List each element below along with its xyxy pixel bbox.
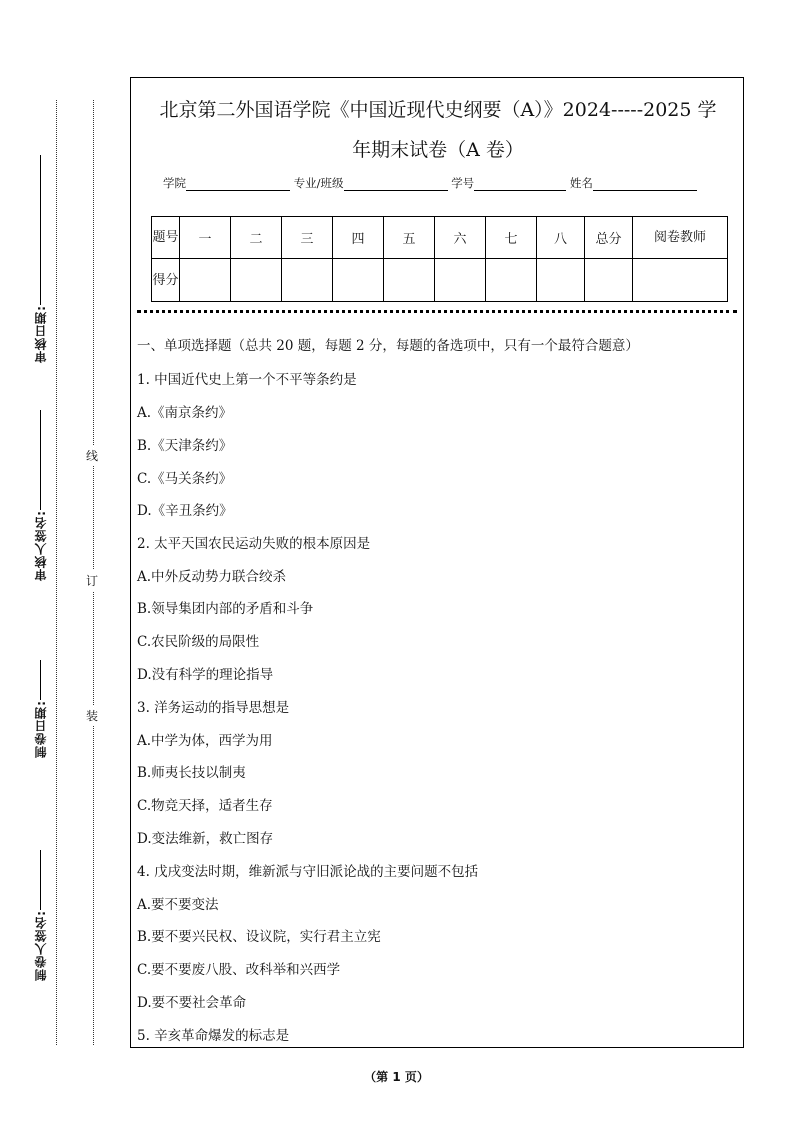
score-header-cell: 题号 [152,217,180,259]
answer-option: B.要不要兴民权、设议院，实行君主立宪 [137,929,381,945]
college-blank[interactable] [186,178,290,191]
question-stem: 4. 戊戌变法时期，维新派与守旧派论战的主要问题不包括 [137,864,479,880]
score-cell[interactable] [537,259,585,302]
answer-option: D.变法维新，救亡图存 [137,831,274,847]
score-cell[interactable] [231,259,282,302]
answer-option: A.要不要变法 [137,897,219,913]
exam-frame [130,77,744,1048]
answer-option: A.中学为体，西学为用 [137,733,273,749]
score-cell[interactable] [282,259,333,302]
binding-mark-staple: 订 [86,570,98,591]
answer-option: C.农民阶级的局限性 [137,634,260,650]
name-blank[interactable] [593,178,697,191]
answer-option: B.领导集团内部的矛盾和斗争 [137,601,314,617]
college-label: 学院 [163,176,186,190]
section-divider [137,310,737,313]
page-number: （第 1 页） [364,1070,429,1084]
binding-margin [20,100,60,1050]
paper-date-field: 制卷日期: [20,660,60,758]
paper-maker-signature-field: 制卷人签名: [20,850,60,981]
major-class-blank[interactable] [344,178,448,191]
score-row-label: 得分 [152,259,180,302]
score-table [151,216,728,302]
student-info-row [163,175,697,191]
question-stem: 1. 中国近代史上第一个不平等条约是 [137,372,357,388]
answer-option: B.师夷长技以制夷 [137,765,246,781]
answer-option: A.《南京条约》 [137,405,233,421]
score-header-cell: 总分 [585,217,633,259]
score-header-cell: 三 [282,217,333,259]
score-header-cell: 八 [537,217,585,259]
answer-option: D.没有科学的理论指导 [137,667,274,683]
answer-option: D.《辛丑条约》 [137,503,233,519]
name-label: 姓名 [569,176,593,190]
score-cell[interactable] [585,259,633,302]
answer-option: A.中外反动势力联合绞杀 [137,569,287,585]
score-cell[interactable] [333,259,384,302]
answer-option: C.物竞天择，适者生存 [137,798,273,814]
score-header-cell: 一 [180,217,231,259]
question-stem: 3. 洋务运动的指导思想是 [137,700,290,716]
section-heading: 一、单项选择题（总共 20 题，每题 2 分，每题的备选项中，只有一个最符合题意） [137,338,639,354]
binding-mark-bind: 装 [86,705,98,726]
score-table-header-row [152,217,728,259]
student-id-blank[interactable] [474,178,566,191]
score-cell[interactable] [486,259,537,302]
answer-option: B.《天津条约》 [137,438,233,454]
score-header-cell: 二 [231,217,282,259]
student-id-label: 学号 [451,176,475,190]
question-stem: 2. 太平天国农民运动失败的根本原因是 [137,536,371,552]
major-class-label: 专业/班级 [293,176,344,190]
score-cell[interactable] [633,259,728,302]
score-cell[interactable] [435,259,486,302]
reviewer-signature-field: 审核人签名: [20,410,60,581]
answer-option: D.要不要社会革命 [137,995,247,1011]
page-title: 北京第二外国语学院《中国近现代史纲要（A）》2024-----2025 学 年期末试卷（A 卷） [159,99,717,161]
cut-line-left [56,100,57,1045]
binding-mark-line: 线 [86,445,98,466]
score-cell[interactable] [180,259,231,302]
review-date-field: 审核日期: [20,155,60,363]
answer-option: C.《马关条约》 [137,471,233,487]
answer-option: C.要不要废八股、改科举和兴西学 [137,962,341,978]
score-header-cell: 阅卷教师 [633,217,728,259]
question-stem: 5. 辛亥革命爆发的标志是 [137,1028,290,1044]
score-header-cell: 五 [384,217,435,259]
score-header-cell: 七 [486,217,537,259]
score-table-score-row [152,259,728,302]
score-cell[interactable] [384,259,435,302]
score-header-cell: 四 [333,217,384,259]
score-header-cell: 六 [435,217,486,259]
